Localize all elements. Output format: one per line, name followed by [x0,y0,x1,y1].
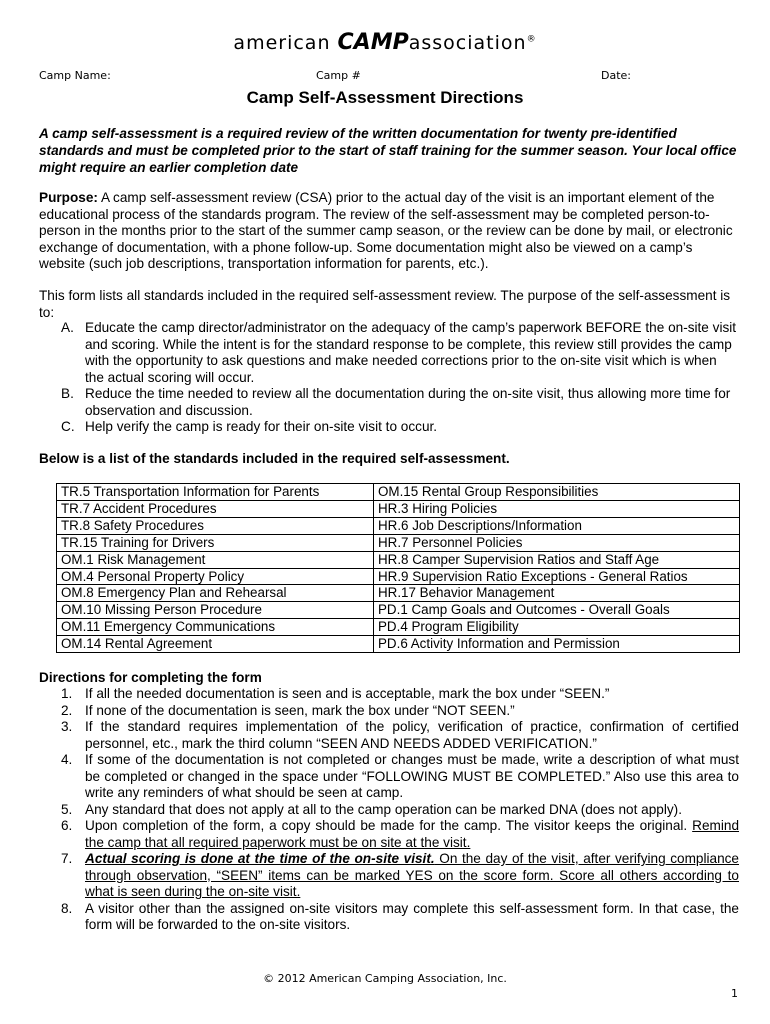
list-item-text: Any standard that does not apply at all to the camp operation can be marked DNA (does not apply). [85,801,682,817]
list-marker: 2. [61,702,73,718]
list-marker: B. [61,386,74,401]
list-item [39,802,739,819]
table-cell: OM.1 Risk Management [57,551,374,568]
aca-logo [0,30,770,55]
logo-registered-mark: ® [526,34,537,45]
list-item-text: If the standard requires implementation of the policy, verification of practice, confirmation of certified personnel, etc., mark the third column “SEEN AND NEEDS ADDED VERIFICATION.” [85,719,739,751]
table-row [57,551,740,568]
list-item-text: Reduce the time needed to review all the documentation during the on-site visit, thus allowing more time for observation and discussion. [85,386,731,418]
table-cell: OM.11 Emergency Communications [57,619,374,636]
list-marker: 4. [61,752,73,767]
table-row [57,585,740,602]
table-cell: HR.7 Personnel Policies [374,534,740,551]
table-cell: TR.5 Transportation Information for Parents [57,484,374,501]
list-item [39,752,739,802]
logo-text-camp: CAMP [337,30,409,55]
directions-heading: Directions for completing the form [39,670,262,685]
table-cell: HR.17 Behavior Management [374,585,740,602]
table-cell: HR.8 Camper Supervision Ratios and Staff Age [374,551,740,568]
table-cell: HR.6 Job Descriptions/Information [374,517,740,534]
form-intro-paragraph: This form lists all standards included in the required self-assessment review. The purpose of the self-assessment is to: [39,288,731,320]
list-marker: A. [61,320,74,335]
list-item-text: Educate the camp director/administrator on the adequacy of the camp’s paperwork BEFORE the on-site visit and scoring. While the intent is for the standard response to be complete, this review still provides the camp with the opportunity to ask questions and make needed corrections prior to the on-site visit which is when the actual scoring will occur. [85,320,737,385]
intro-paragraph: A camp self-assessment is a required review of the written documentation for twenty pre-identified standards and must be completed prior to the start of staff training for the summer season. Your local office might require an earlier completion date [39,126,737,175]
table-row [57,534,740,551]
table-cell: OM.15 Rental Group Responsibilities [374,484,740,501]
directions-list [39,686,739,934]
camp-name-label: Camp Name: [39,69,111,82]
table-cell: PD.6 Activity Information and Permission [374,636,740,653]
table-cell: PD.1 Camp Goals and Outcomes - Overall Goals [374,602,740,619]
camp-number-label: Camp # [316,69,361,82]
list-item-text: If none of the documentation is seen, mark the box under “NOT SEEN.” [85,702,515,718]
table-row [57,484,740,501]
table-row [57,636,740,653]
copyright-footer: © 2012 American Camping Association, Inc. [263,972,507,985]
list-marker: 7. [61,851,73,866]
table-row [57,517,740,534]
page-title: Camp Self-Assessment Directions [246,88,524,107]
table-cell: TR.8 Safety Procedures [57,517,374,534]
table-cell: OM.10 Missing Person Procedure [57,602,374,619]
list-item [39,386,739,419]
purpose-label: Purpose: [39,190,98,205]
list-item-text: If all the needed documentation is seen and is acceptable, mark the box under “SEEN.” [85,686,610,701]
table-row [57,602,740,619]
page-number: 1 [731,987,738,1000]
table-row [57,619,740,636]
list-marker: C. [61,419,75,434]
table-cell: TR.15 Training for Drivers [57,534,374,551]
list-item-lead: Actual scoring is done at the time of the on-site visit. [85,851,435,866]
table-cell: OM.8 Emergency Plan and Rehearsal [57,585,374,602]
list-item [39,320,739,386]
list-item-reminder: Remind the camp that all required paperwork must be on site at the visit. [85,818,740,850]
table-cell: HR.3 Hiring Policies [374,500,740,517]
date-label: Date: [601,69,631,82]
list-item [39,419,739,436]
table-cell: PD.4 Program Eligibility [374,619,740,636]
list-item [39,818,739,851]
table-row [57,568,740,585]
logo-text-american: american [233,32,338,54]
list-marker: 6. [61,818,73,833]
table-cell: HR.9 Supervision Ratio Exceptions - General Ratios [374,568,740,585]
list-marker: 8. [61,900,73,916]
list-item-text: A visitor other than the assigned on-site visitors may complete this self-assessment form. In that case, the form will be forwarded to the on-site visitors. [85,900,739,932]
table-cell: OM.4 Personal Property Policy [57,568,374,585]
list-item [39,719,739,752]
list-item [39,851,739,901]
purpose-text: A camp self-assessment review (CSA) prior to the actual day of the visit is an important element of the educational process of the standards program. The review of the self-assessment may be completed person-to-person in the months prior to the start of the summer camp season, or the review can be done by mail, or electronic exchange of documentation, with a phone follow-up. Some documentation might also be viewed on a camp’s website (such job descriptions, transportation information for parents, etc.). [39,190,733,271]
list-item [39,703,739,720]
list-item [39,686,739,703]
standards-table [56,483,740,653]
list-item-text: If some of the documentation is not completed or changes must be made, write a description of what must be completed or changed in the space under “FOLLOWING MUST BE COMPLETED.” Also use this area to write any reminders of what should be seen at camp. [85,752,739,800]
purpose-paragraph [39,190,739,273]
list-item-text: Help verify the camp is ready for their on-site visit to occur. [85,419,438,434]
list-marker: 5. [61,801,73,817]
list-marker: 1. [61,686,73,701]
table-cell: OM.14 Rental Agreement [57,636,374,653]
logo-text-association: association [408,32,527,54]
list-marker: 3. [61,719,73,734]
table-cell: TR.7 Accident Procedures [57,500,374,517]
standards-heading: Below is a list of the standards included in the required self-assessment. [39,451,510,466]
list-item-text: Upon completion of the form, a copy should be made for the camp. The visitor keeps the original. [85,818,688,833]
table-row [57,500,740,517]
list-item [39,901,739,934]
purpose-list [39,320,739,436]
list-item-text: On the day of the visit, after verifying compliance through observation, “SEEN” items can be marked YES on the score form. Score all others according to what is seen during the on-site visit. [85,851,739,899]
